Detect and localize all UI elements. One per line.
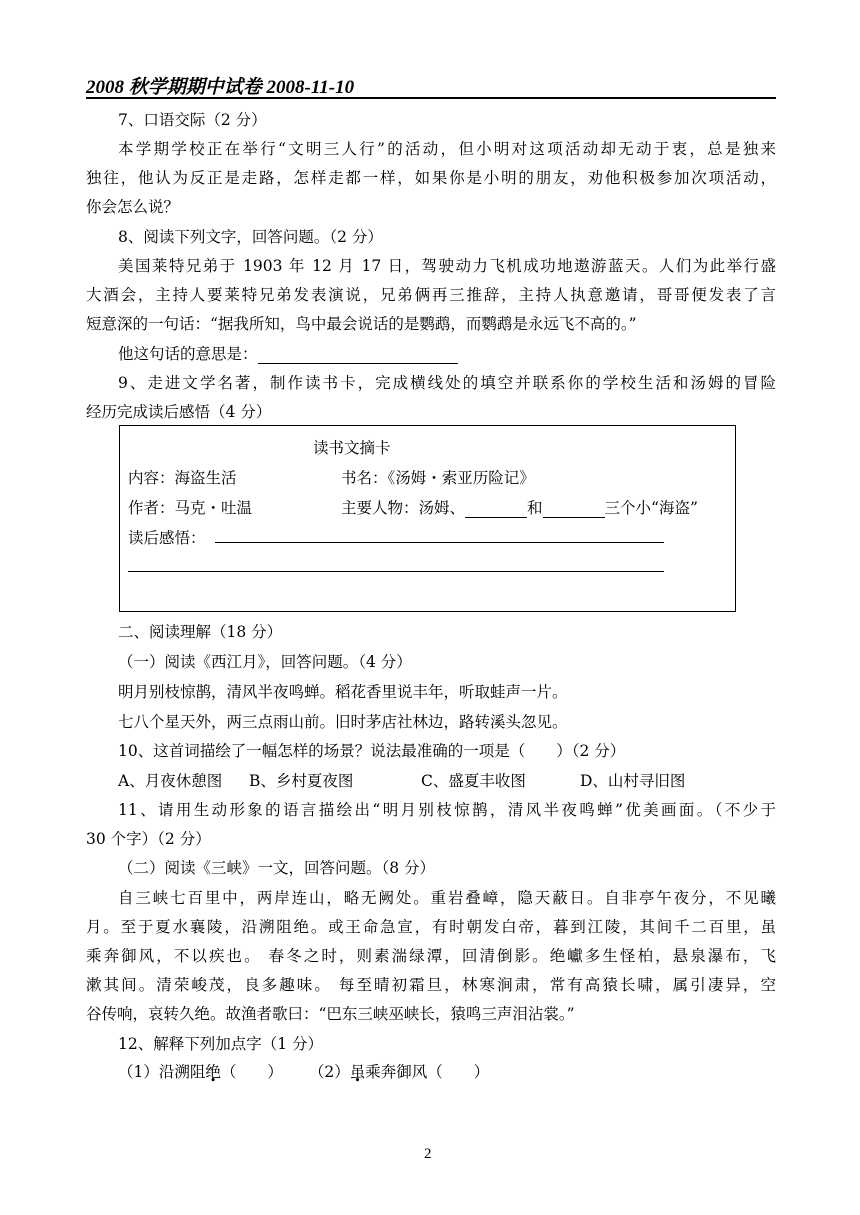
- q10-option-b: B、乡村夏夜图: [249, 772, 354, 790]
- q7-line-3: 你会怎么说？: [86, 198, 180, 216]
- part2-line-3: 乘奔御风，不以疾也。 春冬之时，则素湍绿潭，回清倒影。绝巘多生怪柏，悬泉瀑布，飞: [86, 947, 776, 965]
- q8-answer-row: [118, 344, 458, 364]
- page-header-title: 2008 秋学期期中试卷 2008-11-10: [86, 77, 355, 98]
- card-reflection-label: 读后感悟：: [128, 529, 206, 547]
- q7-line-2: 独往，他认为反正是走路，怎样走都一样，如果你是小明的朋友，劝他积极参加次项活动，: [86, 169, 776, 187]
- part2-title: （二）阅读《三峡》一文，回答问题。（8 分）: [118, 859, 436, 877]
- poem-line-2: 七八个星天外，两三点雨山前。旧时茅店社林边，路转溪头忽见。: [118, 713, 568, 731]
- card-title: 读书文摘卡: [313, 439, 391, 457]
- q12-item2-dotted-char: 虽: [349, 1063, 366, 1081]
- q12-item2-text[interactable]: 乘奔御风（ ）: [365, 1063, 490, 1081]
- poem-line-1: 明月别枝惊鹊，清风半夜鸣蝉。稻花香里说丰年，听取蛙声一片。: [118, 683, 568, 701]
- card-content: 内容：海盗生活: [128, 469, 237, 487]
- header-rule: [86, 97, 776, 99]
- q8-answer-blank[interactable]: [258, 347, 458, 364]
- card-characters-and: 和: [527, 499, 543, 517]
- q7-line-1: 本学期学校正在举行“文明三人行”的活动，但小明对这项活动却无动于衷，总是独来: [118, 140, 776, 158]
- q8-answer-prompt: 他这句话的意思是：: [118, 345, 258, 363]
- reading-card: [119, 425, 736, 612]
- part2-line-5: 谷传响，哀转久绝。故渔者歌曰：“巴东三峡巫峡长，猿鸣三声泪沾裳。”: [86, 1005, 575, 1023]
- q10-title: 10、这首词描绘了一幅怎样的场景？说法最准确的一项是（ ）（2 分）: [118, 742, 626, 760]
- q11-line-1: 11、请用生动形象的语言描绘出“明月别枝惊鹊，清风半夜鸣蝉”优美画面。（不少于: [118, 801, 776, 819]
- q11-line-2: 30 个字）（2 分）: [86, 830, 211, 848]
- q12-item1-text: （1）沿溯阻: [118, 1063, 206, 1081]
- q8-line-3: 短意深的一句话：“据我所知，鸟中最会说话的是鹦鹉，而鹦鹉是永远飞不高的。”: [86, 315, 637, 333]
- q10-option-a: A、月夜休憩图: [118, 772, 223, 790]
- q8-line-2: 大酒会，主持人要莱特兄弟发表演说，兄弟俩再三推辞，主持人执意邀请，哥哥便发表了言: [86, 286, 776, 304]
- reflection-line-2[interactable]: [128, 571, 664, 572]
- q10-option-d: D、山村寻旧图: [580, 772, 686, 790]
- card-characters-prefix: 主要人物：汤姆、: [341, 499, 466, 517]
- q12-items: [118, 1062, 489, 1082]
- card-characters-suffix: 三个小“海盗”: [604, 499, 698, 517]
- card-author: 作者：马克・吐温: [128, 499, 253, 517]
- q12-title: 12、解释下列加点字（1 分）: [118, 1035, 324, 1053]
- page-number: 2: [424, 1146, 432, 1162]
- part2-line-1: 自三峡七百里中，两岸连山，略无阙处。重岩叠嶂，隐天蔽日。自非亭午夜分，不见曦: [118, 889, 776, 907]
- q12-item1-answer[interactable]: （ ）: [220, 1063, 283, 1081]
- character-blank-2[interactable]: [543, 501, 605, 518]
- card-characters: [341, 496, 698, 518]
- q8-line-1: 美国莱特兄弟于 1903 年 12 月 17 日，驾驶动力飞机成功地遨游蓝天。人们为此举行盛: [118, 257, 776, 275]
- q7-title: 7、口语交际（2 分）: [118, 111, 267, 129]
- card-book: 书名：《汤姆・索亚历险记》: [341, 469, 535, 487]
- part2-line-4: 漱其间。清荣峻茂，良多趣味。 每至晴初霜旦，林寒涧肃，常有高猿长啸，属引凄异，空: [86, 976, 776, 994]
- part1-title: （一）阅读《西江月》，回答问题。（4 分）: [118, 653, 412, 671]
- q9-line-2: 经历完成读后感悟（4 分）: [86, 403, 272, 421]
- q12-item2-number: （2）: [308, 1063, 350, 1081]
- q8-title: 8、阅读下列文字，回答问题。（2 分）: [118, 228, 383, 246]
- q10-option-c: C、盛夏丰收图: [421, 772, 526, 790]
- reflection-line-1[interactable]: [215, 542, 664, 543]
- part2-line-2: 月。至于夏水襄陵，沿溯阻绝。或王命急宣，有时朝发白帝，暮到江陵，其间千二百里，虽: [86, 918, 776, 936]
- q9-line-1: 9、走进文学名著，制作读书卡，完成横线处的填空并联系你的学校生活和汤姆的冒险: [118, 374, 776, 392]
- q12-item1-dotted-char: 绝: [205, 1063, 221, 1081]
- section2-title: 二、阅读理解（18 分）: [118, 623, 283, 641]
- character-blank-1[interactable]: [465, 501, 527, 518]
